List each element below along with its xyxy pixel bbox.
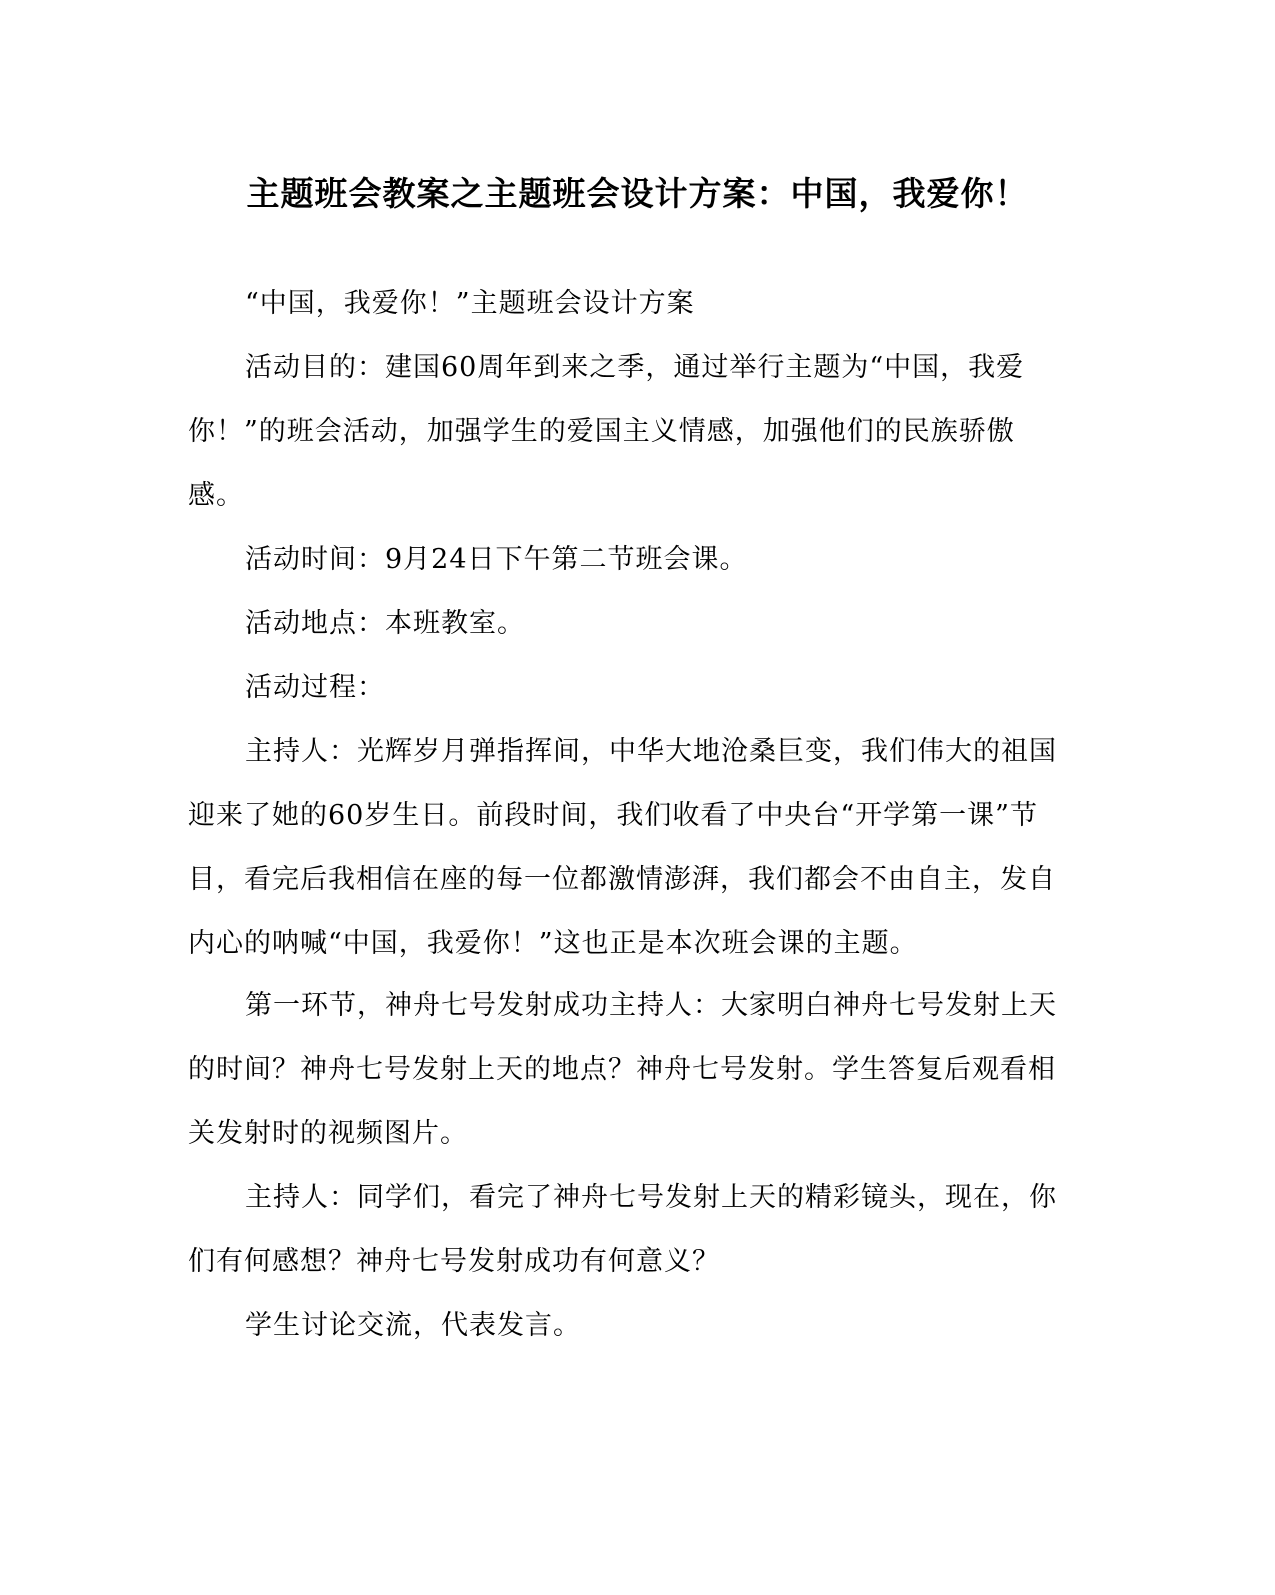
document-title: 主题班会教案之主题班会设计方案：中国，我爱你！ bbox=[246, 174, 1029, 213]
paragraph-first-segment: 第一环节，神舟七号发射成功主持人：大家明白神舟七号发射上天的时间？神舟七号发射上天的地点？神舟七号发射。学生答复后观看相关发射时的视频图片。 bbox=[188, 990, 1057, 1149]
paragraph-student-discussion: 学生讨论交流，代表发言。 bbox=[245, 1310, 581, 1341]
document-body-section-2 bbox=[188, 974, 1068, 1358]
paragraph-time: 活动时间：9月24日下午第二节班会课。 bbox=[245, 544, 748, 575]
paragraph-heading: “中国，我爱你！”主题班会设计方案 bbox=[245, 288, 695, 319]
paragraph-process: 活动过程： bbox=[245, 672, 385, 703]
document-body-section-1 bbox=[188, 272, 1068, 976]
paragraph-purpose: 活动目的：建国60周年到来之季，通过举行主题为“中国，我爱你！”的班会活动，加强学生的爱国主义情感，加强他们的民族骄傲感。 bbox=[188, 352, 1025, 511]
paragraph-host-intro: 主持人：光辉岁月弹指挥间，中华大地沧桑巨变，我们伟大的祖国迎来了她的60岁生日。前段时间，我们收看了中央台“开学第一课”节目，看完后我相信在座的每一位都激情澎湃，我们都会不由自主，发自内心的呐喊“中国，我爱你！”这也正是本次班会课的主题。 bbox=[188, 736, 1057, 959]
paragraph-location: 活动地点：本班教室。 bbox=[245, 608, 525, 639]
paragraph-host-question: 主持人：同学们，看完了神舟七号发射上天的精彩镜头，现在，你们有何感想？神舟七号发射成功有何意义？ bbox=[188, 1182, 1057, 1277]
